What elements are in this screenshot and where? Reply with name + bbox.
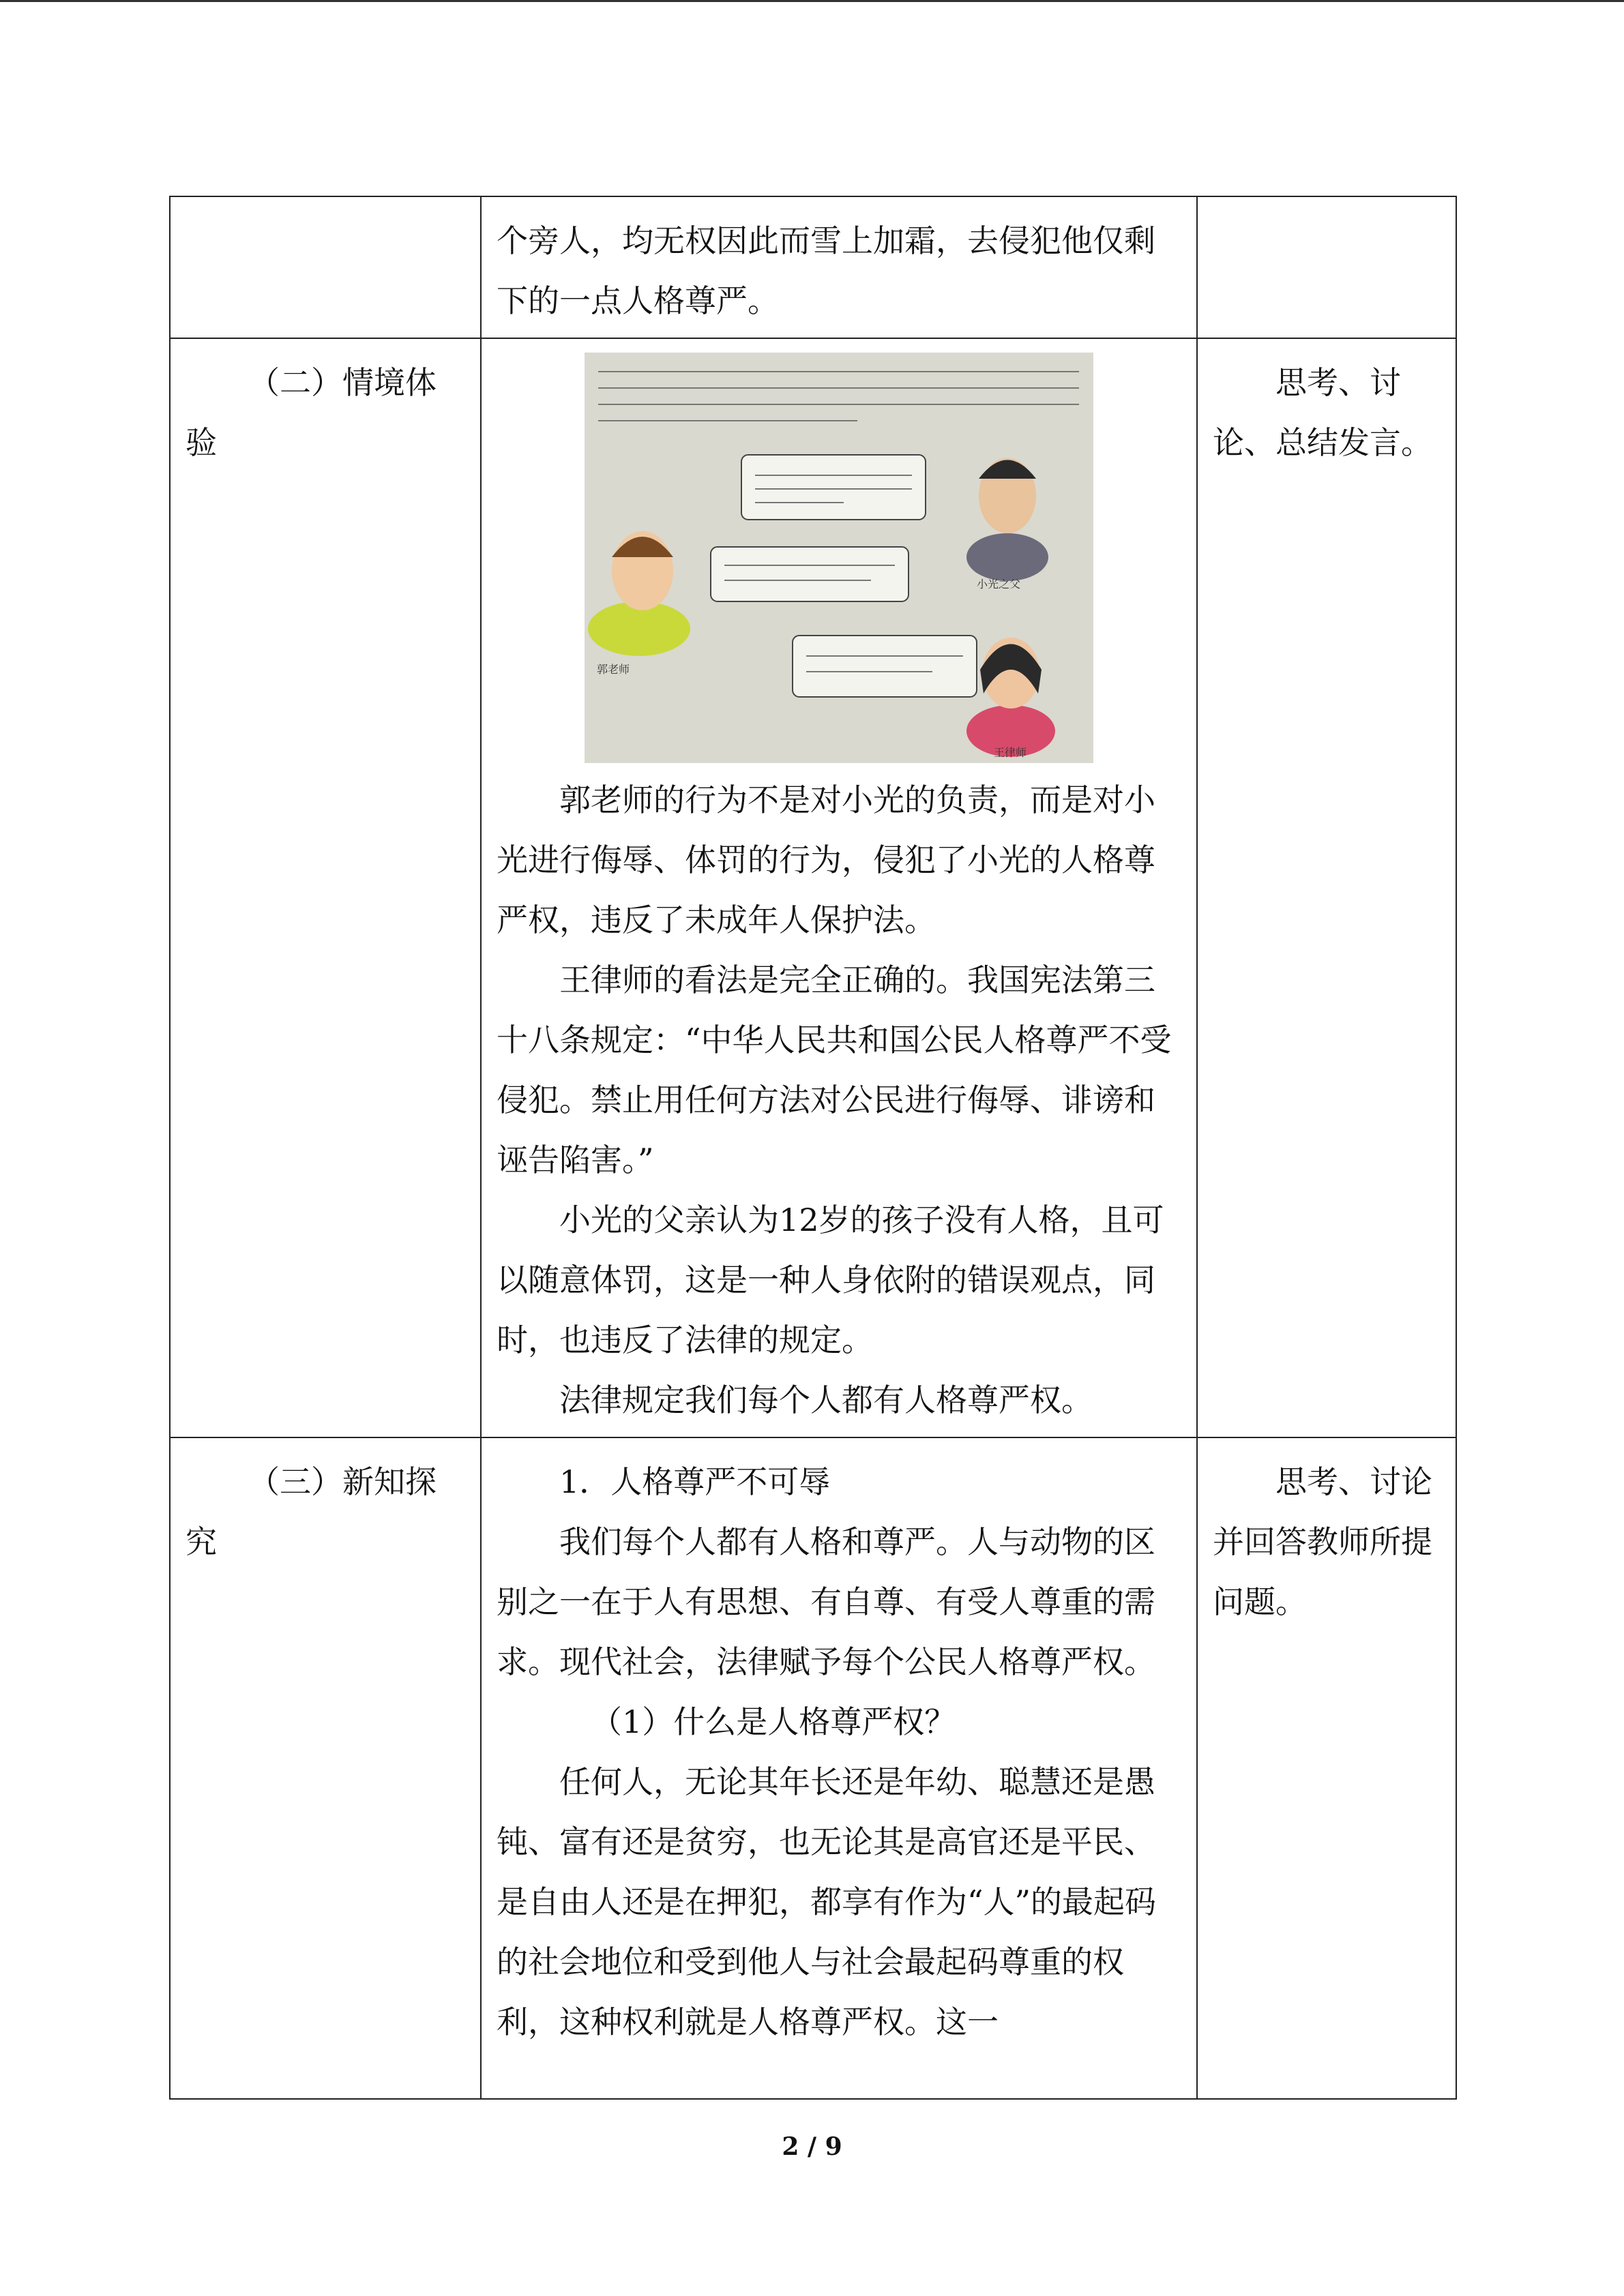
- figure-label: 小光之父: [977, 578, 1021, 591]
- activity-cell: [1197, 196, 1456, 338]
- content-paragraph: 郭老师的行为不是对小光的负责，而是对小光进行侮辱、体罚的行为，侵犯了小光的人格尊严权，违反了未成年人保护法。: [497, 781, 1155, 938]
- content-cell: [481, 196, 1197, 338]
- page-number: 2 / 9: [782, 2132, 842, 2161]
- content-cell: [481, 1437, 1197, 2099]
- content-paragraph: 小光的父亲认为12岁的孩子没有人格，且可以随意体罚，这是一种人身依附的错误观点，同时，也违反了法律的规定。: [497, 1202, 1164, 1358]
- table-row: [170, 1437, 1456, 2099]
- stage-cell: （二）情境体验: [170, 338, 481, 1437]
- activity-cell: 思考、讨论、总结发言。: [1197, 338, 1456, 1437]
- content-cell: [481, 338, 1197, 1437]
- content-paragraph: 1．人格尊严不可辱: [559, 1463, 831, 1500]
- stage-cell: （三）新知探究: [170, 1437, 481, 2099]
- table-row: [170, 338, 1456, 1437]
- figure-label: 郭老师: [597, 663, 630, 676]
- table-row: [170, 196, 1456, 338]
- stage-cell: [170, 196, 481, 338]
- content-paragraph: 法律规定我们每个人都有人格尊严权。: [559, 1382, 1093, 1418]
- content-paragraph: 我们每个人都有人格和尊严。人与动物的区别之一在于人有思想、有自尊、有受人尊重的需求。现代社会，法律赋予每个公民人格尊严权。: [497, 1523, 1155, 1680]
- lesson-plan-table: [169, 196, 1457, 2100]
- situation-illustration: [585, 353, 1093, 763]
- page-top-rule: [0, 0, 1624, 2]
- figure-label: 王律师: [994, 746, 1027, 759]
- content-paragraph: 个旁人，均无权因此而雪上加霜，去侵犯他仅剩下的一点人格尊严。: [497, 222, 1155, 319]
- content-paragraph: （1）什么是人格尊严权？: [591, 1703, 956, 1740]
- content-paragraph: 任何人，无论其年长还是年幼、聪慧还是愚钝、富有还是贫穷，也无论其是高官还是平民、是自由人还是在押犯，都享有作为“人”的最起码的社会地位和受到他人与社会最起码尊重的权利，这种权利就是人格尊严权。这一: [497, 1763, 1157, 2040]
- activity-cell: 思考、讨论并回答教师所提问题。: [1197, 1437, 1456, 2099]
- content-paragraph: 王律师的看法是完全正确的。我国宪法第三十八条规定：“中华人民共和国公民人格尊严不受侵犯。禁止用任何方法对公民进行侮辱、诽谤和诬告陷害。”: [497, 961, 1172, 1178]
